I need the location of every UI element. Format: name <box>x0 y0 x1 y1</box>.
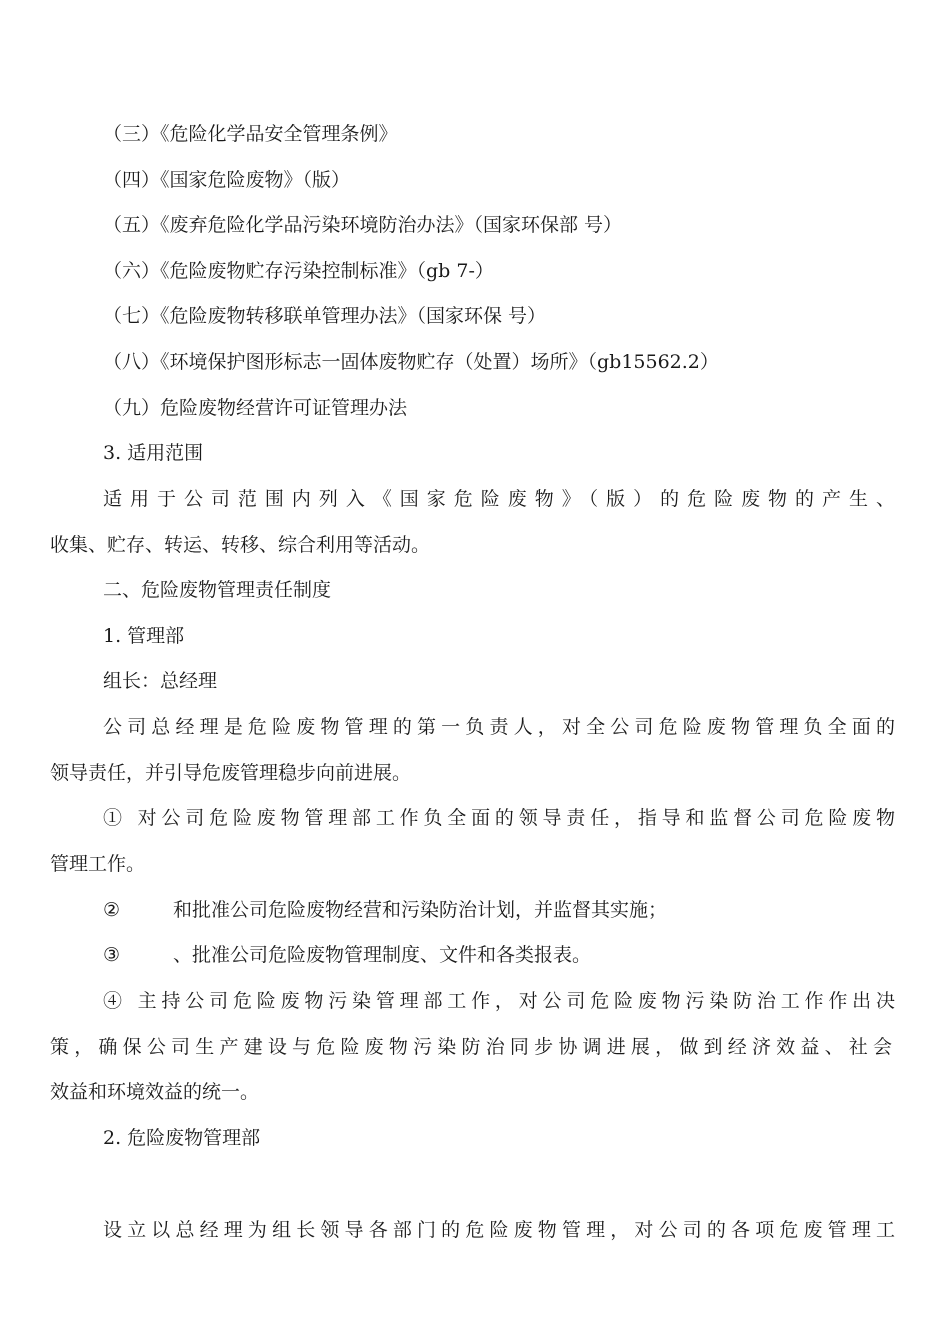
reference-item-6: （六）《危险废物贮存污染控制标准》（gb 7-） <box>103 260 494 282</box>
subsection-heading-2: 2. 危险废物管理部 <box>103 1127 261 1149</box>
subsection-heading-1: 1. 管理部 <box>103 625 185 647</box>
last-paragraph-line-1: 设立以总经理为组长领导各部门的危险废物管理，对公司的各项危废管理工 <box>103 1219 895 1241</box>
reference-item-7: （七）《危险废物转移联单管理办法》（国家环保 号） <box>103 305 547 327</box>
duty-item-3-marker: ③ <box>103 944 121 966</box>
duty-item-1-line-1: ① 对公司危险废物管理部工作负全面的领导责任，指导和监督公司危险废物 <box>103 807 895 829</box>
section-heading: 二、危险废物管理责任制度 <box>103 579 332 601</box>
duty-item-1-line-2: 管理工作。 <box>50 853 146 875</box>
duty-item-3-text: 、批准公司危险废物管理制度、文件和各类报表。 <box>173 944 592 966</box>
scope-paragraph-line-1: 适用于公司范围内列入《国家危险废物》（版）的危险废物的产生、 <box>103 488 895 510</box>
duty-item-4-line-3: 效益和环境效益的统一。 <box>50 1081 260 1103</box>
gm-paragraph-line-2: 领导责任，并引导危废管理稳步向前进展。 <box>50 762 412 784</box>
reference-item-3: （三）《危险化学品安全管理条例》 <box>103 123 398 145</box>
duty-item-2-marker: ② <box>103 899 121 921</box>
gm-paragraph-line-1: 公司总经理是危险废物管理的第一负责人，对全公司危险废物管理负全面的 <box>103 716 895 738</box>
leader-line: 组长：总经理 <box>103 670 218 692</box>
reference-item-4: （四）《国家危险废物》（版） <box>103 169 351 191</box>
scope-heading: 3. 适用范围 <box>103 442 204 464</box>
duty-item-4-line-1: ④ 主持公司危险废物污染管理部工作，对公司危险废物污染防治工作作出决 <box>103 990 895 1012</box>
scope-paragraph-line-2: 收集、贮存、转运、转移、综合利用等活动。 <box>50 534 431 556</box>
reference-item-8: （八）《环境保护图形标志一固体废物贮存（处置）场所》（gb15562.2） <box>103 351 719 373</box>
duty-item-2-text: 和批准公司危险废物经营和污染防治计划，并监督其实施； <box>173 899 668 921</box>
duty-item-4-line-2: 策，确保公司生产建设与危险废物污染防治同步协调进展，做到经济效益、社会 <box>50 1036 892 1058</box>
reference-item-9: （九）危险废物经营许可证管理办法 <box>103 397 408 419</box>
reference-item-5: （五）《废弃危险化学品污染环境防治办法》（国家环保部 号） <box>103 214 623 236</box>
